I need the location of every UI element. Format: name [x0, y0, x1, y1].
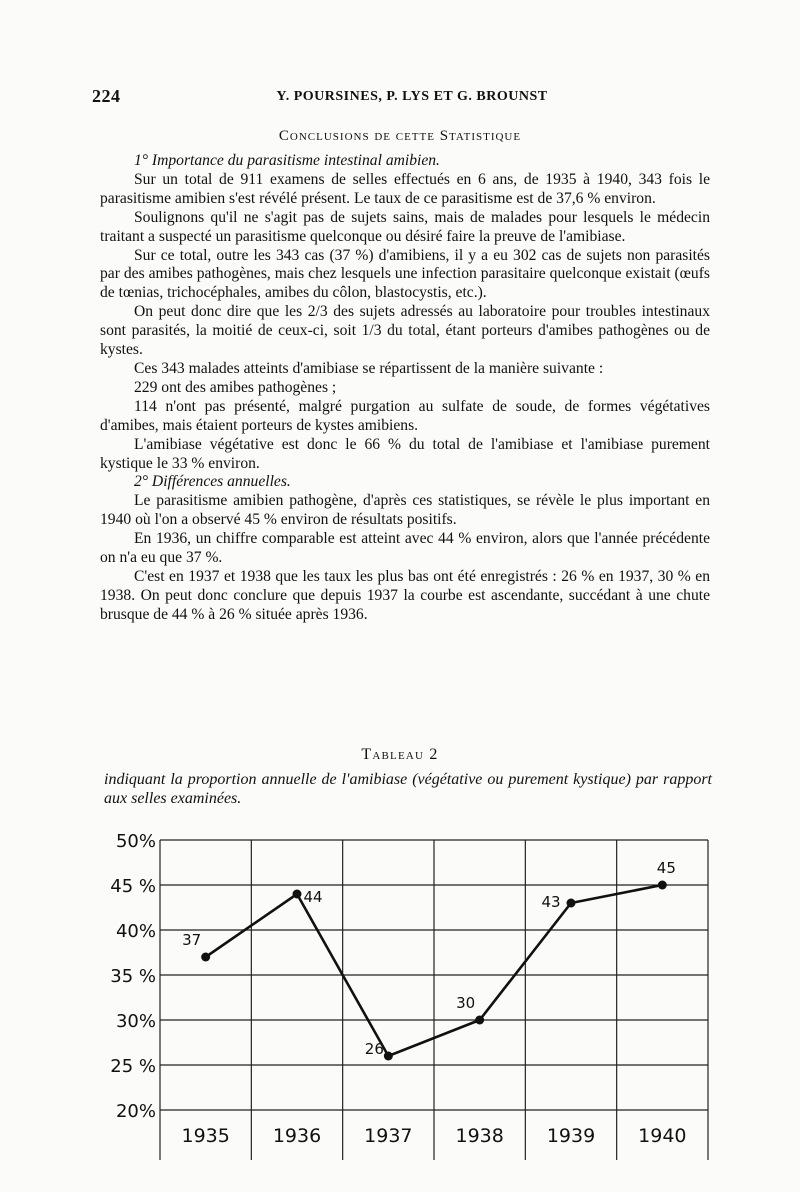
- data-point: [293, 890, 302, 899]
- x-tick-label: 1936: [272, 1125, 322, 1147]
- paragraph: Soulignons qu'il ne s'agit pas de sujets sains, mais de malades pour lesquels le médecin traitant a suspecté un parasitisme quelconque ou désiré faire la preuve de l'amibiase.: [100, 208, 710, 245]
- paragraph: C'est en 1937 et 1938 que les taux les plus bas ont été enregistrés : 26 % en 1937, 30 % en 1938. On peut donc conclure que depuis 1937 la courbe est ascendante, succédant à une chute brusque de 44 % à 26 % située après 1936.: [100, 567, 710, 623]
- paragraph: 229 ont des amibes pathogènes ;: [134, 378, 337, 396]
- data-label: 43: [541, 893, 561, 911]
- y-tick-label: 30%: [115, 1011, 156, 1032]
- section-title: Conclusions de cette Statistique: [278, 128, 522, 144]
- paragraph: 114 n'ont pas présenté, malgré purgation au sulfate de soude, de formes végétatives d'amibes, mais étaient porteurs de kystes amibiens.: [100, 397, 710, 434]
- body-text: [100, 152, 710, 625]
- x-tick-label: 1940: [638, 1125, 687, 1147]
- paragraph: L'amibiase végétative est donc le 66 % du total de l'amibiase et l'amibiase purement kystique le 33 % environ.: [100, 435, 710, 472]
- paragraph: Le parasitisme amibien pathogène, d'après ces statistiques, se révèle le plus important en 1940 où l'on a observé 45 % environ de résultats positifs.: [100, 492, 710, 529]
- y-tick-label: 40%: [115, 921, 156, 942]
- page-number: 224: [92, 86, 121, 106]
- x-tick-label: 1938: [455, 1125, 504, 1147]
- paragraph: On peut donc dire que les 2/3 des sujets adressés au laboratoire pour troubles intestinaux sont parasités, la moitié de ceux-ci, soit 1/3 du total, étant porteurs d'amibes pathogènes ou de kystes.: [100, 303, 710, 359]
- paragraph: Ces 343 malades atteints d'amibiase se répartissent de la manière suivante :: [134, 359, 604, 377]
- subheading-differences: 2° Différences annuelles.: [134, 473, 291, 491]
- data-label: 45: [656, 859, 676, 877]
- y-tick-label: 35 %: [110, 966, 156, 987]
- data-point: [201, 953, 210, 962]
- data-point: [658, 881, 667, 890]
- running-head-authors: Y. POURSINES, P. LYS ET G. BROUNST: [276, 89, 548, 104]
- y-tick-label: 20%: [115, 1101, 156, 1122]
- paragraph: Sur ce total, outre les 343 cas (37 %) d'amibiens, il y a eu 302 cas de sujets non parasités par des amibes pathogènes, mais chez lesquels une infection parasitaire quelconque existait (œufs de tœnias, trichocéphales, amibes du côlon, blastocystis, etc.).: [100, 246, 710, 302]
- table-title: Tableau 2: [361, 746, 439, 763]
- x-tick-label: 1939: [546, 1125, 596, 1147]
- data-label: 37: [182, 931, 202, 949]
- data-label: 30: [456, 994, 476, 1012]
- y-tick-label: 25 %: [110, 1056, 156, 1077]
- data-point: [384, 1052, 393, 1061]
- paragraph: En 1936, un chiffre comparable est atteint avec 44 % environ, alors que l'année précédente on n'a eu que 37 %.: [100, 530, 710, 567]
- y-tick-label: 45 %: [110, 876, 156, 897]
- x-tick-label: 1935: [181, 1125, 230, 1147]
- data-label: 44: [303, 888, 323, 906]
- data-point: [475, 1016, 484, 1025]
- data-point: [567, 899, 576, 908]
- data-label: 26: [364, 1040, 384, 1058]
- subheading-importance: 1° Importance du parasitisme intestinal amibien.: [134, 152, 440, 169]
- table-caption: indiquant la proportion annuelle de l'amibiase (végétative ou purement kystique) par rapport aux selles examinées.: [104, 771, 712, 807]
- y-tick-label: 50%: [115, 831, 156, 852]
- x-tick-label: 1937: [364, 1125, 413, 1147]
- paragraph: Sur un total de 911 examens de selles effectués en 6 ans, de 1935 à 1940, 343 fois le parasitisme amibien s'est révélé présent. Le taux de ce parasitisme est de 37,6 % environ.: [100, 170, 710, 207]
- line-chart: [90, 810, 730, 1160]
